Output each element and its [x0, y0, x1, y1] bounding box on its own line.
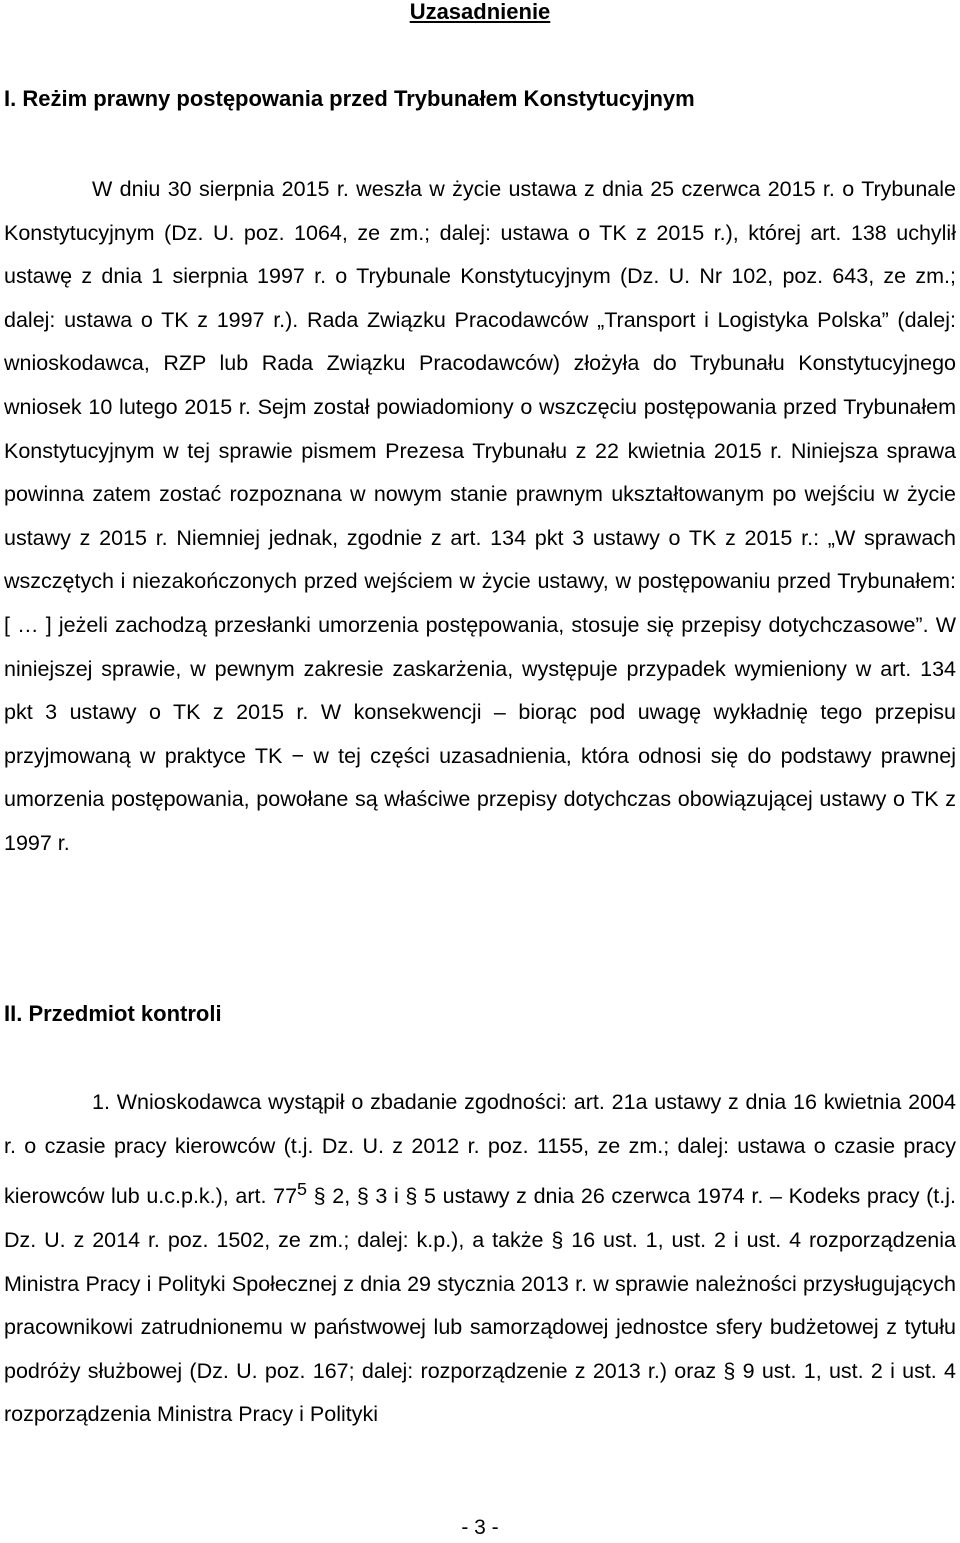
section-paragraph-subject-of-review [4, 1081, 956, 1437]
section-heading-subject-of-review: II. Przedmiot kontroli [4, 1001, 222, 1026]
section-paragraph-legal-regime: W dniu 30 sierpnia 2015 r. weszła w życie ustawa z dnia 25 czerwca 2015 r. o Trybunale Konstytucyjnym (Dz. U. poz. 1064, ze zm.; dalej: ustawa o TK z 2015 r.), której art. 138 uchylił ustawę z dnia 1 sierpnia 1997 r. o Trybunale Konstytucyjnym (Dz. U. Nr 102, poz. 643, ze zm.; dalej: ustawa o TK z 1997 r.). Rada Związku Pracodawców „Transport i Logistyka Polska” (dalej: wnioskodawca, RZP lub Rada Związku Pracodawców) złożyła do Trybunału Konstytucyjnego wniosek 10 lutego 2015 r. Sejm został powiadomiony o wszczęciu postępowania przed Trybunałem Konstytucyjnym w tej sprawie pismem Prezesa Trybunału z 22 kwietnia 2015 r. Niniejsza sprawa powinna zatem zostać rozpoznana w nowym stanie prawnym ukształtowanym po wejściu w życie ustawy z 2015 r. Niemniej jednak, zgodnie z art. 134 pkt 3 ustawy o TK z 2015 r.: „W sprawach wszczętych i niezakończonych przed wejściem w życie ustawy, w postępowaniu przed Trybunałem: [ … ] jeżeli zachodzą przesłanki umorzenia postępowania, stosuje się przepisy dotychczasowe”. W niniejszej sprawie, w pewnym zakresie zaskarżenia, występuje przypadek wymieniony w art. 134 pkt 3 ustawy o TK z 2015 r. W konsekwencji – biorąc pod uwagę wykładnię tego przepisu przyjmowaną w praktyce TK − w tej części uzasadnienia, która odnosi się do podstawy prawnej umorzenia postępowania, powołane są właściwe przepisy dotychczas obowiązującej ustawy o TK z 1997 r. [4, 177, 956, 855]
paragraph-text-part-1: 1. Wnioskodawca wystąpił o zbadanie zgodności: art. 21a ustawy z dnia 16 kwietnia 2004 r. o czasie pracy kierowców (t.j. Dz. U. z 2012 r. poz. 1155, ze zm.; dalej: ustawa o czasie pracy kierowców lub u.c.p.k.), art. 77 [4, 1090, 956, 1209]
superscript-marker: 5 [297, 1179, 308, 1200]
document-title: Uzasadnienie [409, 0, 551, 24]
section-heading-legal-regime: I. Reżim prawny postępowania przed Trybunałem Konstytucyjnym [4, 86, 695, 111]
page-number: - 3 - [461, 1516, 499, 1539]
paragraph-text-part-2: § 2, § 3 i § 5 ustawy z dnia 26 czerwca 1974 r. – Kodeks pracy (t.j. Dz. U. z 2014 r. poz. 1502, ze zm.; dalej: k.p.), a także § 16 ust. 1, ust. 2 i ust. 4 rozporządzenia Ministra Pracy i Polityki Społecznej z dnia 29 stycznia 2013 r. w sprawie należności przysługujących pracownikowi zatrudnionemu w państwowej lub samorządowej jednostce sfery budżetowej z tytułu podróży służbowej (Dz. U. poz. 167; dalej: rozporządzenie z 2013 r.) oraz § 9 ust. 1, ust. 2 i ust. 4 rozporządzenia Ministra Pracy i Polityki [4, 1184, 956, 1427]
